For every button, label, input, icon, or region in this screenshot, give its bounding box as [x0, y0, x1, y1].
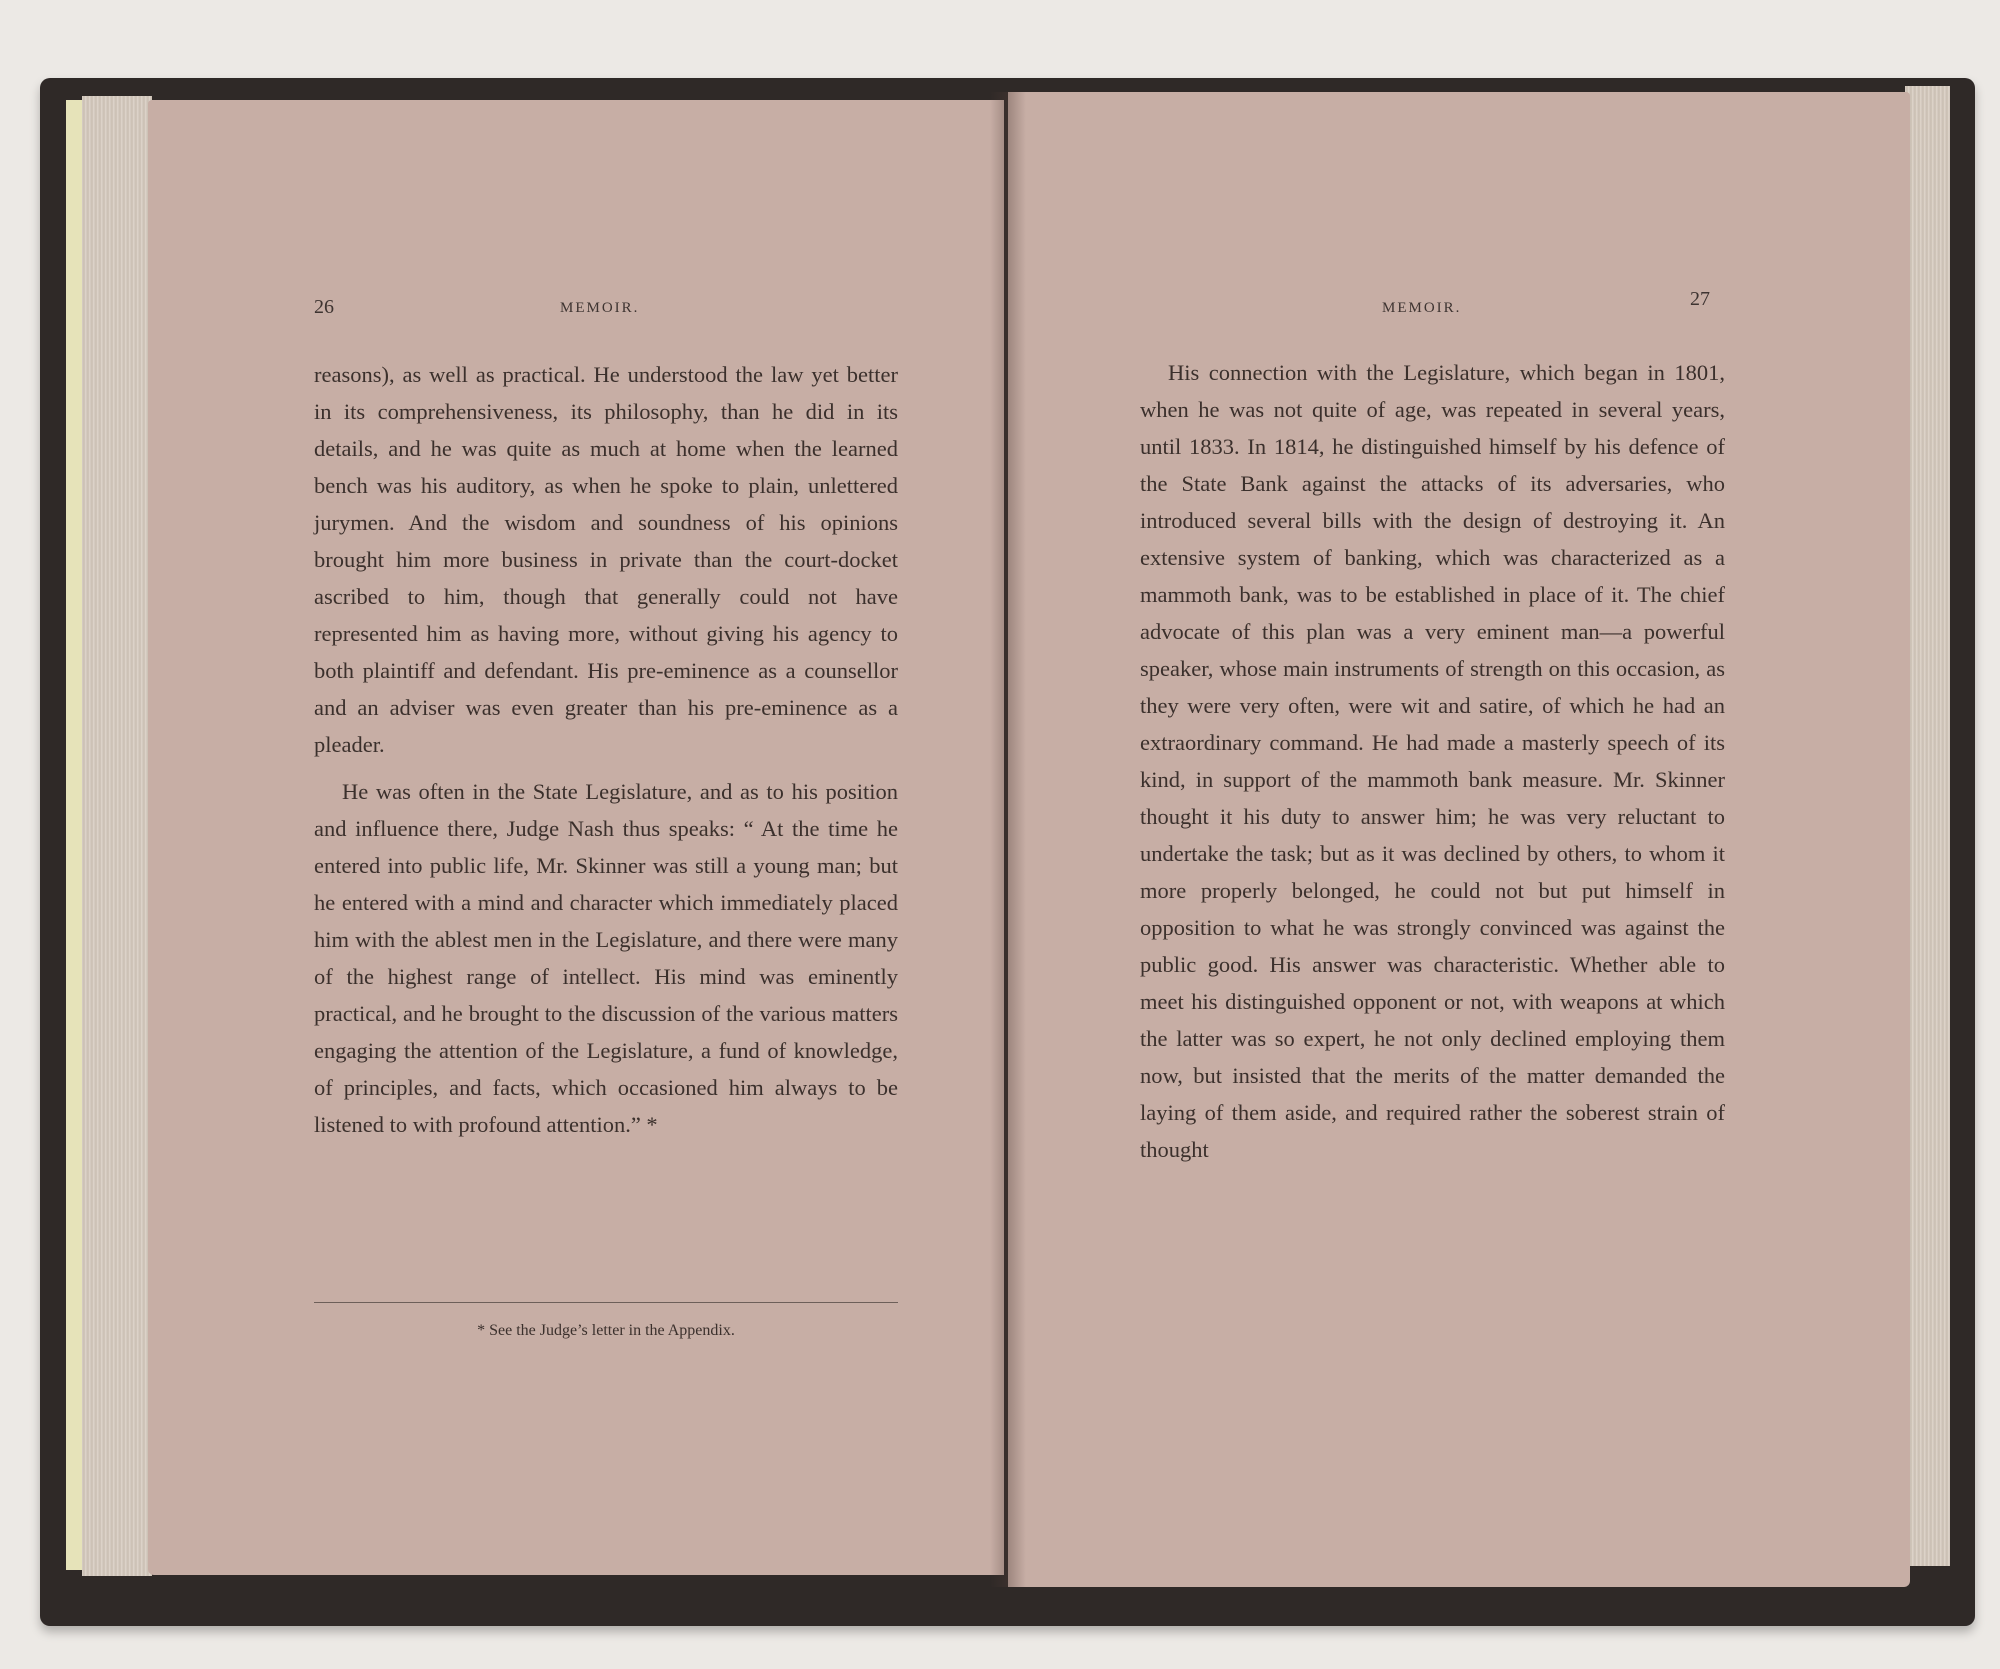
left-page-edges — [82, 96, 152, 1576]
footnote-divider — [314, 1302, 898, 1303]
book-gutter — [990, 92, 1026, 1587]
left-paragraph-1: reasons), as well as practical. He understood the law yet better in its comprehensiveness, its philosophy, than he did in its details, and he was quite as much at home when the learned bench was his auditory, as when he spoke to plain, unlettered jurymen. And the wisdom and soundness of his opinions brought him more business in private than the court-docket ascribed to him, though that generally could not have represented him as having more, without giving his agency to both plaintiff and defendant. His pre-eminence as a counsellor and an adviser was even greater than his pre-eminence as a pleader. — [314, 362, 898, 757]
left-paragraph-2: He was often in the State Legislature, and as to his position and influence there, Judge Nash thus speaks: “ At the time he entered into public life, Mr. Skinner was still a young man; but he entered with a mind and character which immediately placed him with the ablest men in the Legislature, and there were many of the highest range of intellect. His mind was eminently practical, and he brought to the discussion of the various matters engaging the attention of the Legislature, a fund of knowledge, of principles, and facts, which occasioned him always to be listened to with profound attention.” * — [314, 779, 898, 1137]
right-page-body — [1140, 354, 1725, 1168]
left-running-head: MEMOIR. — [560, 300, 640, 316]
left-page-number: 26 — [314, 296, 334, 318]
right-running-head: MEMOIR. — [1382, 300, 1462, 316]
right-paragraph-1: His connection with the Legislature, which began in 1801, when he was not quite of age, was repeated in several years, until 1833. In 1814, he distinguished himself by his defence of the State Bank against the attacks of its adversaries, who introduced several bills with the design of destroying it. An extensive system of banking, which was characterized as a mammoth bank, was to be established in place of it. The chief advocate of this plan was a very eminent man—a powerful speaker, whose main instruments of strength on this occasion, as they were very often, were wit and satire, of which he had an extraordinary command. He had made a masterly speech of its kind, in support of the mammoth bank measure. Mr. Skinner thought it his duty to answer him; he was very reluctant to undertake the task; but as it was declined by others, to whom it more properly belonged, he could not but put himself in opposition to what he was strongly convinced was against the public good. His answer was characteristic. Whether able to meet his distinguished opponent or not, with weapons at which the latter was so expert, he not only declined employing them now, but insisted that the merits of the matter demanded the laying of them aside, and required rather the soberest strain of thought — [1140, 360, 1725, 1162]
right-page-number: 27 — [1690, 288, 1710, 310]
right-page-edges — [1905, 86, 1950, 1566]
footnote: * See the Judge’s letter in the Appendix. — [477, 1322, 735, 1339]
left-page-body — [314, 356, 898, 1143]
